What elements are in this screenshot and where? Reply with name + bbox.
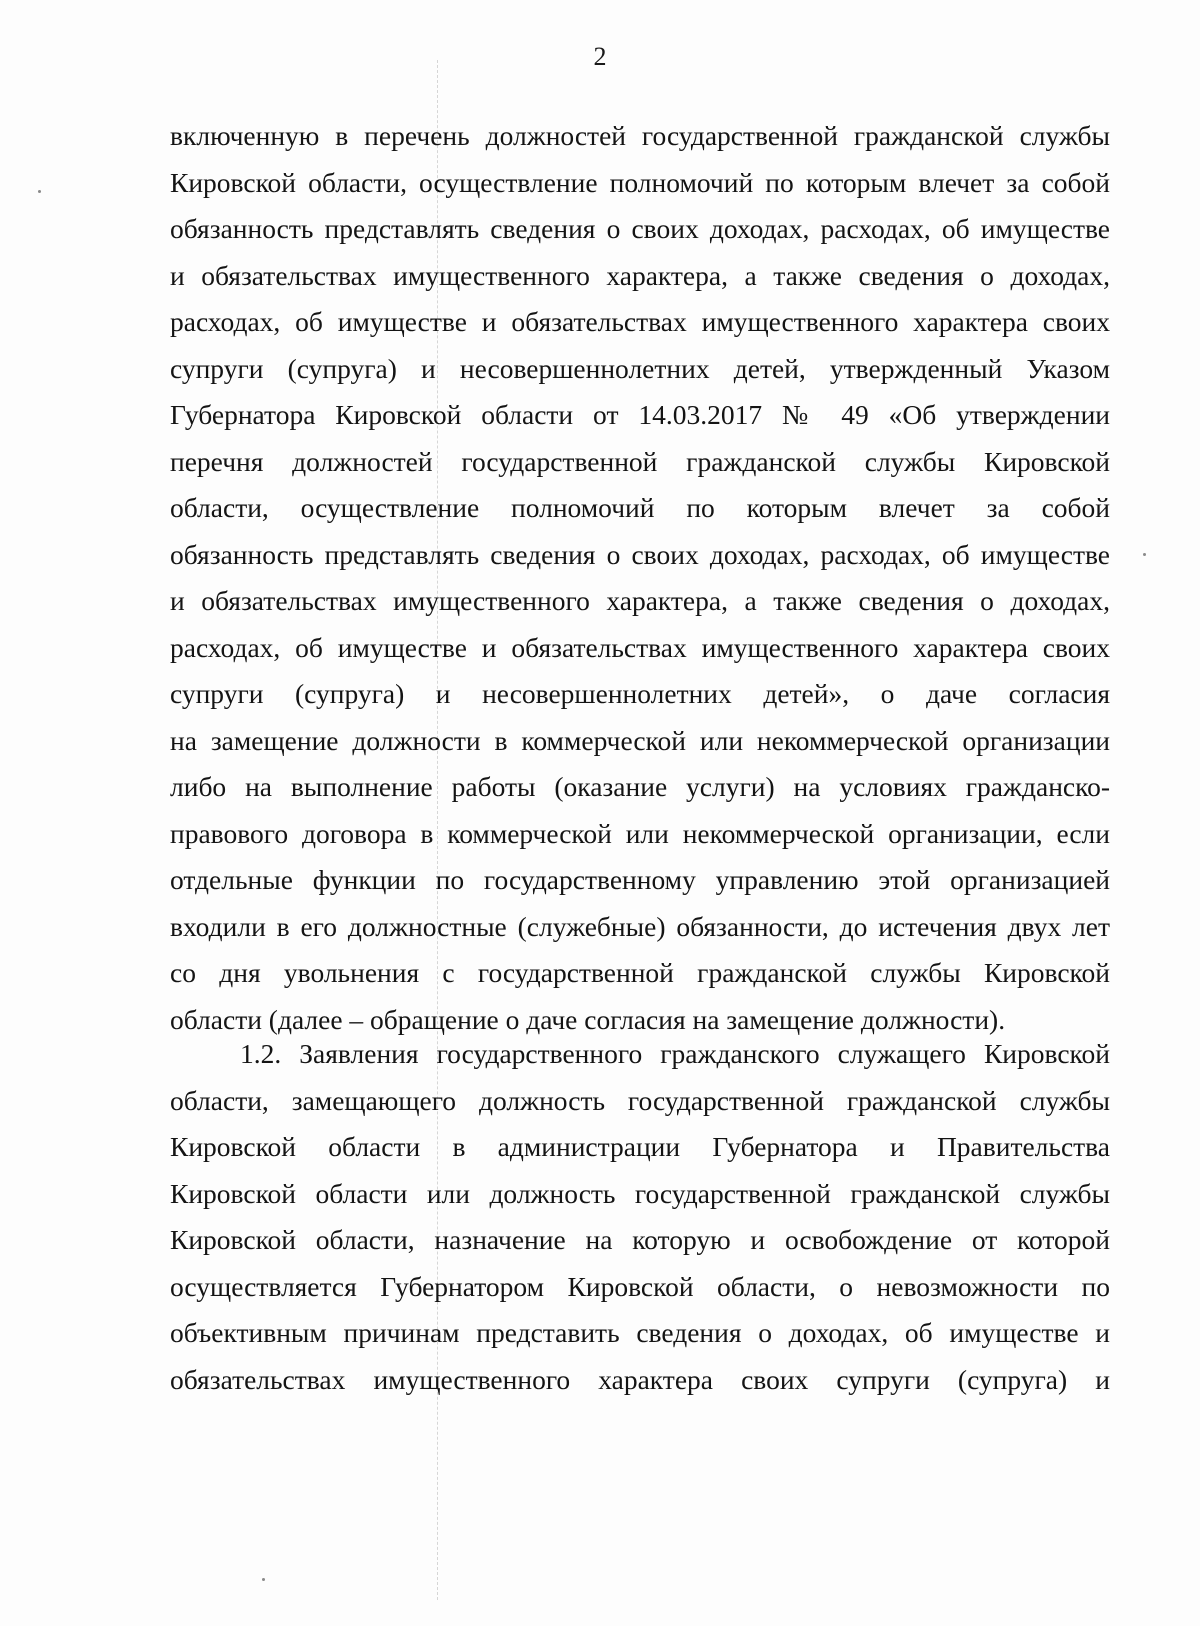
text-line: и обязательствах имущественного характера, а также сведения о доходах, — [170, 585, 1110, 616]
text-line: на замещение должности в коммерческой или некоммерческой организации — [170, 724, 1110, 756]
text-line: перечня должностей государственной гражданской службы Кировской — [170, 445, 1110, 477]
text-line: обязанность представлять сведения о своих доходах, расходах, об имуществе — [170, 213, 1110, 244]
text-line: области (далее – обращение о даче согласия на замещение должности). — [170, 1003, 1006, 1035]
text-line: 1.2. Заявления государственного гражданского служащего Кировской — [240, 1038, 1110, 1069]
text-line: входили в его должностные (служебные) обязанности, до истечения двух лет — [170, 910, 1110, 942]
text-line: расходах, об имуществе и обязательствах имущественного характера своих — [170, 631, 1110, 663]
text-line: области, замещающего должность государственной гражданской службы — [170, 1084, 1110, 1116]
text-line: расходах, об имуществе и обязательствах имущественного характера своих — [170, 306, 1110, 337]
text-line: Губернатора Кировской области от 14.03.2017 № 49 «Об утверждении — [170, 399, 1110, 430]
text-line: обязанность представлять сведения о своих доходах, расходах, об имуществе — [170, 538, 1110, 570]
text-line: либо на выполнение работы (оказание услуги) на условиях гражданско- — [170, 771, 1110, 802]
paragraph-2 — [170, 1031, 1110, 1403]
text-line: объективным причинам представить сведения о доходах, об имуществе и — [170, 1317, 1110, 1348]
scan-speck — [38, 190, 41, 193]
text-line: со дня увольнения с государственной гражданской службы Кировской — [170, 957, 1110, 988]
text-line: включенную в перечень должностей государственной гражданской службы — [170, 120, 1110, 151]
text-line: правового договора в коммерческой или некоммерческой организации, если — [170, 817, 1110, 849]
text-line: Кировской области, назначение на которую и освобождение от которой — [170, 1224, 1110, 1255]
text-line: Кировской области или должность государственной гражданской службы — [170, 1177, 1110, 1209]
page-number: 2 — [593, 42, 607, 71]
text-line: супруги (супруга) и несовершеннолетних детей», о даче согласия — [170, 678, 1110, 709]
text-line: Кировской области в администрации Губернатора и Правительства — [170, 1131, 1110, 1162]
text-line: Кировской области, осуществление полномочий по которым влечет за собой — [170, 166, 1110, 198]
text-line: области, осуществление полномочий по которым влечет за собой — [170, 492, 1110, 523]
text-line: отдельные функции по государственному управлению этой организацией — [170, 864, 1110, 895]
scan-speck — [1143, 553, 1146, 556]
scan-speck — [262, 1578, 265, 1581]
text-line: обязательствах имущественного характера своих супруги (супруга) и — [170, 1363, 1110, 1395]
paragraph-1 — [170, 113, 1110, 1043]
text-line: супруги (супруга) и несовершеннолетних детей, утвержденный Указом — [170, 352, 1110, 384]
text-line: осуществляется Губернатором Кировской области, о невозможности по — [170, 1270, 1110, 1302]
text-line: и обязательствах имущественного характера, а также сведения о доходах, — [170, 259, 1110, 291]
